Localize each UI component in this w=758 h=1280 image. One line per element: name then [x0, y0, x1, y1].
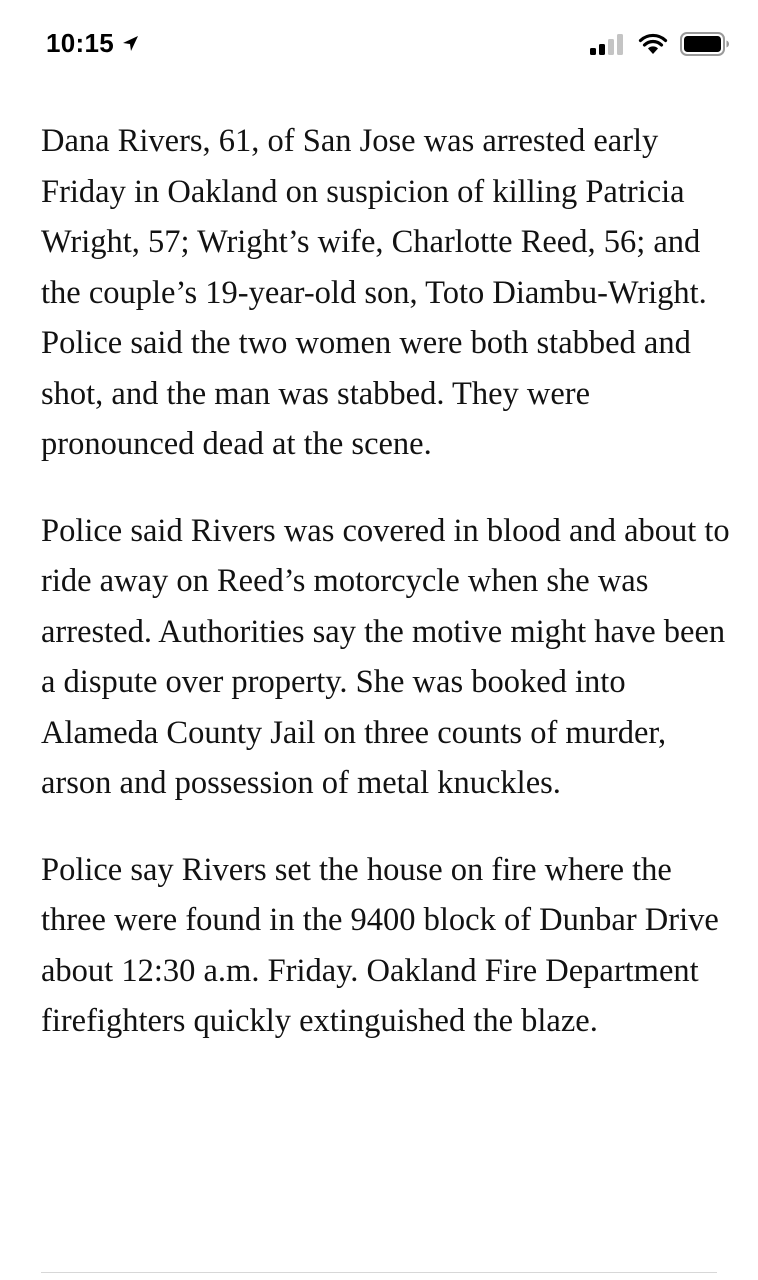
battery-icon [680, 32, 730, 56]
status-bar [0, 0, 758, 96]
article-paragraph: Dana Rivers, 61, of San Jose was arrested early Friday in Oakland on suspicion of killing Patricia Wright, 57; Wright’s wife, Charlotte Reed, 56; and the couple’s 19-year-old son, Toto Diambu-Wright. Police said the two women were both stabbed and shot, and the man was stabbed. They were pronounced dead at the scene. [41, 123, 707, 462]
article-paragraph: Police say Rivers set the house on fire where the three were found in the 9400 block of Dunbar Drive about 12:30 a.m. Friday. Oakland Fire Department firefighters quickly extinguished the blaze. [41, 851, 719, 1039]
section-divider [41, 1272, 717, 1273]
status-icons [590, 32, 730, 56]
status-time-group [46, 28, 140, 59]
cellular-signal-icon [590, 33, 626, 55]
wifi-icon [638, 33, 668, 55]
article-paragraph: Police said Rivers was covered in blood and about to ride away on Reed’s motorcycle when she was arrested. Authorities say the motive might have been a dispute over property. She was booked into Alameda County Jail on three counts of murder, arson and possession of metal knuckles. [41, 512, 730, 801]
location-arrow-icon [120, 34, 140, 54]
article-body [41, 116, 731, 1083]
status-time: 10:15 [46, 28, 114, 58]
